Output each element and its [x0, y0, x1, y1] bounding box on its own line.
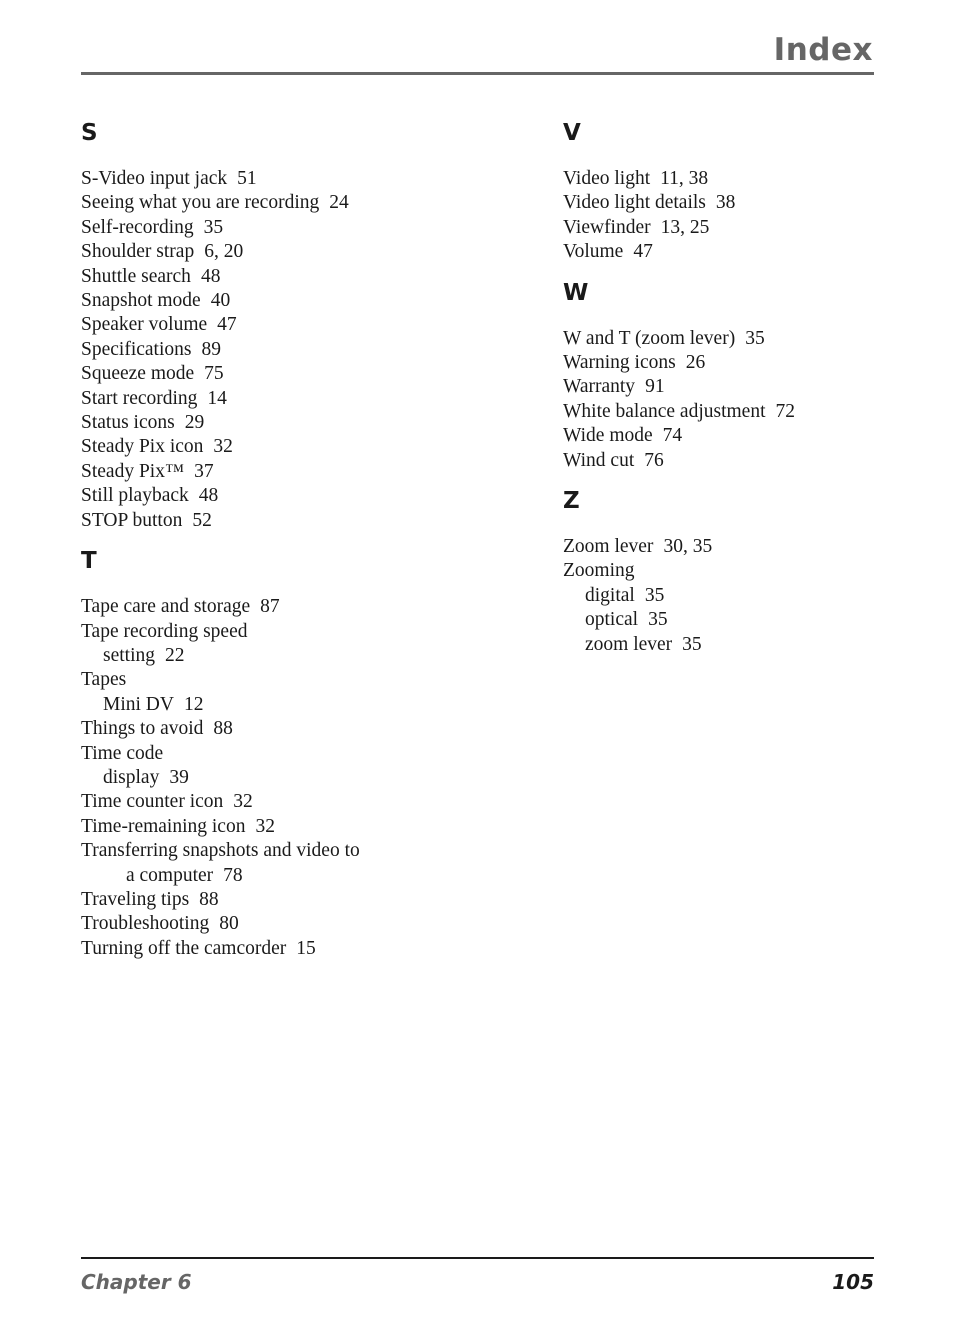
index-entry [81, 766, 521, 790]
entry-page-refs: 87 [260, 596, 280, 618]
entry-page-refs: 48 [200, 265, 221, 287]
index-entry-list [563, 167, 883, 265]
index-entry [563, 240, 883, 264]
entry-term: Still playback [81, 485, 189, 507]
index-entry [563, 375, 883, 399]
entry-page-refs: 32 [255, 815, 275, 837]
index-entry [81, 460, 521, 484]
section-letter: S [81, 120, 98, 146]
entry-page-refs: 39 [169, 766, 189, 788]
entry-page-refs: 6, 20 [204, 241, 244, 263]
index-entry [563, 559, 883, 583]
entry-term: Specifications [81, 338, 192, 360]
entry-term: Zoom lever [563, 536, 654, 558]
index-entry [81, 620, 521, 644]
index-entry [563, 449, 883, 473]
index-entry [81, 839, 521, 863]
index-entry [81, 362, 521, 386]
entry-term: Tape care and storage [81, 596, 251, 618]
entry-term: display [103, 766, 160, 788]
entry-term: Snapshot mode [81, 290, 201, 312]
entry-term: Wide mode [563, 425, 653, 447]
entry-term: Zooming [563, 560, 635, 582]
entry-page-refs: 80 [219, 913, 239, 935]
index-entry [81, 289, 521, 313]
index-entry [81, 888, 521, 912]
entry-page-refs: 76 [644, 449, 664, 471]
entry-term: Start recording [81, 387, 198, 409]
index-entry [81, 912, 521, 936]
index-entry [81, 167, 521, 191]
entry-page-refs: 75 [204, 363, 224, 385]
entry-term: Self-recording [81, 216, 194, 238]
index-entry [81, 216, 521, 240]
entry-page-refs: 38 [715, 192, 736, 214]
entry-page-refs: 89 [201, 338, 221, 360]
chapter-label: Chapter 6 [81, 1270, 192, 1294]
entry-page-refs: 35 [644, 584, 665, 606]
section-letter: W [563, 279, 589, 306]
page-number: 105 [832, 1270, 874, 1294]
entry-term: White balance adjustment [563, 400, 766, 422]
index-section-v [563, 117, 883, 265]
entry-term: Troubleshooting [81, 913, 210, 935]
index-entry-list [563, 327, 883, 473]
entry-page-refs: 29 [184, 412, 205, 434]
entry-term: a computer [126, 864, 214, 886]
index-entry [563, 535, 883, 559]
entry-term: Traveling tips [81, 888, 190, 910]
entry-term: STOP button [81, 509, 183, 531]
entry-page-refs: 22 [165, 644, 185, 666]
entry-page-refs: 35 [745, 327, 765, 349]
index-entry [81, 387, 521, 411]
index-entry [563, 351, 883, 375]
index-entry [563, 633, 883, 657]
entry-term: setting [103, 644, 155, 666]
index-entry [563, 424, 883, 448]
entry-term: S-Video input jack [81, 168, 228, 189]
entry-term: Speaker volume [81, 314, 208, 336]
entry-page-refs: 72 [775, 400, 796, 422]
entry-page-refs: 88 [199, 888, 219, 910]
entry-page-refs: 47 [217, 314, 237, 336]
index-entry [81, 693, 521, 717]
index-entry [81, 191, 521, 215]
entry-term: Time code [81, 742, 164, 764]
index-entry [81, 338, 521, 362]
entry-page-refs: 32 [233, 791, 253, 813]
index-entry [81, 265, 521, 289]
index-section-s [81, 117, 521, 533]
index-entry [563, 191, 883, 215]
entry-term: W and T (zoom lever) [563, 327, 736, 349]
entry-page-refs: 24 [329, 192, 349, 214]
entry-term: Steady Pix icon [81, 436, 204, 458]
index-entry [563, 327, 883, 351]
entry-term: Mini DV [103, 693, 174, 715]
index-entry [81, 509, 521, 533]
index-entry [81, 644, 521, 668]
index-entry [81, 484, 521, 508]
entry-page-refs: 30, 35 [663, 536, 713, 558]
entry-page-refs: 35 [648, 609, 668, 631]
entry-term: Warning icons [563, 352, 676, 374]
entry-page-refs: 37 [194, 460, 214, 482]
entry-page-refs: 78 [223, 864, 243, 886]
index-entry-list [563, 535, 883, 657]
footer-rule [81, 1257, 874, 1259]
entry-term: Status icons [81, 412, 175, 434]
entry-term: Wind cut [563, 449, 635, 471]
entry-page-refs: 12 [183, 693, 204, 715]
entry-term: Video light details [563, 192, 706, 214]
entry-term: Warranty [563, 376, 636, 398]
index-entry [81, 790, 521, 814]
page-title: Index [773, 32, 873, 68]
entry-term: Transferring snapshots and video to [81, 840, 360, 862]
index-entry [563, 400, 883, 424]
index-entry [81, 864, 521, 888]
entry-page-refs: 35 [203, 216, 224, 238]
index-entry [563, 167, 883, 191]
index-section-z [563, 485, 883, 657]
entry-term: Shuttle search [81, 265, 191, 287]
index-column-left [81, 117, 521, 973]
index-entry [81, 435, 521, 459]
entry-term: Viewfinder [563, 216, 651, 238]
entry-term: digital [585, 584, 635, 606]
entry-page-refs: 51 [237, 168, 257, 189]
entry-term: Time counter icon [81, 791, 224, 813]
entry-term: Seeing what you are recording [81, 192, 320, 214]
entry-term: Turning off the camcorder [81, 937, 287, 959]
entry-page-refs: 13, 25 [660, 216, 710, 238]
entry-term: Things to avoid [81, 718, 204, 740]
entry-page-refs: 32 [213, 436, 233, 458]
entry-page-refs: 11, 38 [660, 168, 709, 189]
section-letter: Z [563, 488, 580, 515]
entry-term: Shoulder strap [81, 241, 195, 263]
entry-term: Squeeze mode [81, 363, 195, 385]
entry-term: Video light [563, 168, 651, 189]
entry-page-refs: 14 [207, 387, 227, 409]
entry-term: optical [585, 609, 639, 631]
entry-term: Tapes [81, 669, 127, 691]
index-section-w [563, 277, 883, 473]
entry-page-refs: 47 [633, 241, 653, 263]
entry-term: Time-remaining icon [81, 815, 246, 837]
entry-page-refs: 88 [213, 718, 233, 740]
index-entry [81, 717, 521, 741]
entry-page-refs: 26 [685, 352, 706, 374]
entry-page-refs: 48 [198, 485, 219, 507]
entry-term: Volume [563, 241, 624, 263]
index-entry [81, 742, 521, 766]
entry-page-refs: 35 [682, 633, 702, 655]
header-rule [81, 72, 874, 75]
entry-page-refs: 91 [645, 376, 665, 398]
index-entry [563, 216, 883, 240]
index-entry [81, 815, 521, 839]
entry-page-refs: 74 [662, 425, 683, 447]
entry-term: Tape recording speed [81, 620, 248, 642]
entry-page-refs: 15 [296, 937, 316, 959]
index-entry [81, 595, 521, 619]
index-entry [81, 937, 521, 961]
index-entry [81, 411, 521, 435]
index-entry [81, 668, 521, 692]
section-letter: V [563, 120, 581, 146]
section-letter: T [81, 548, 97, 575]
index-column-right [563, 117, 883, 669]
index-section-t [81, 545, 521, 961]
index-entry [563, 584, 883, 608]
entry-page-refs: 52 [192, 509, 212, 531]
index-entry-list [81, 167, 521, 533]
index-entry-list [81, 595, 521, 961]
index-entry [81, 313, 521, 337]
entry-term: zoom lever [585, 633, 673, 655]
entry-page-refs: 40 [210, 290, 231, 312]
entry-term: Steady Pix™ [81, 460, 185, 482]
index-entry [81, 240, 521, 264]
index-entry [563, 608, 883, 632]
